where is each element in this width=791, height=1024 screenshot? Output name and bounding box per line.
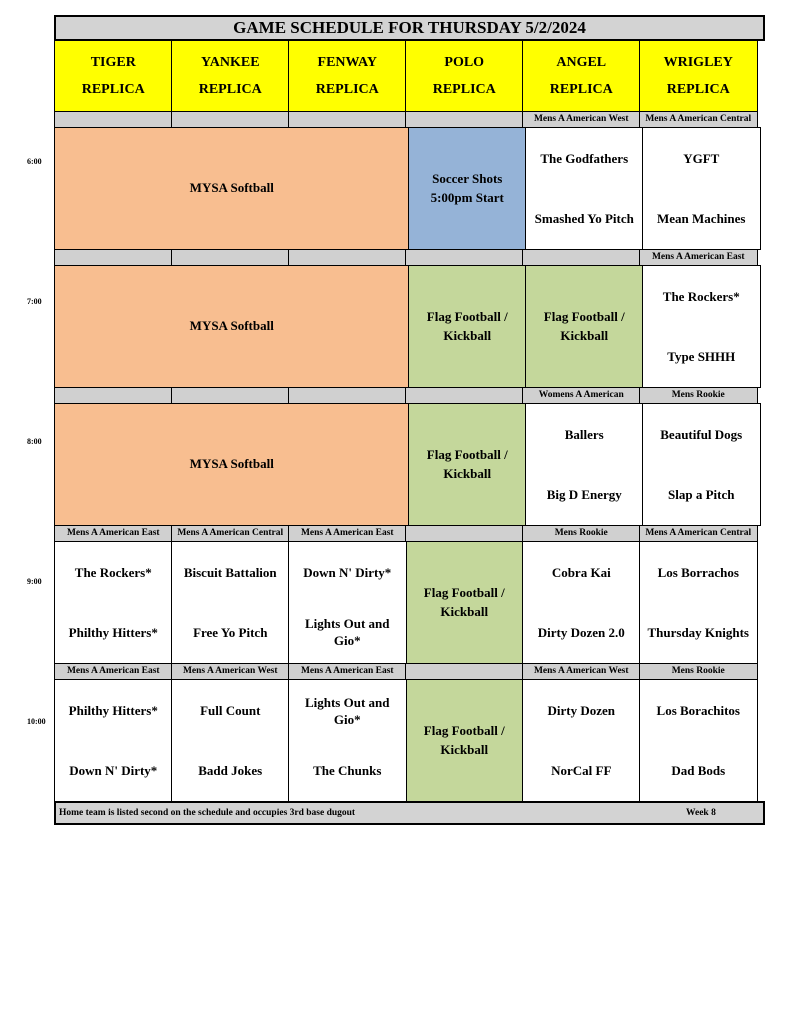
event-label: Flag Football / Kickball — [423, 585, 505, 620]
home-team: Slap a Pitch — [668, 487, 735, 502]
league-label: Mens A American East — [288, 663, 407, 681]
league-label: Mens A American Central — [171, 525, 290, 543]
home-team: Philthy Hitters* — [68, 625, 158, 640]
away-team: Philthy Hitters* — [68, 702, 158, 718]
field-header-yankee — [171, 40, 290, 113]
field-type: REPLICA — [315, 81, 379, 97]
field-header-wrigley — [639, 40, 758, 113]
league-label — [405, 663, 524, 681]
game-cell — [54, 679, 173, 803]
home-team: Big D Energy — [546, 487, 622, 502]
game-row — [54, 542, 765, 664]
home-team: Free Yo Pitch — [193, 625, 268, 640]
game-row — [54, 680, 765, 802]
event-label: MYSA Softball — [189, 318, 274, 334]
home-team: Type SHHH — [667, 349, 736, 364]
game-cell — [288, 541, 407, 665]
game-cell — [171, 679, 290, 803]
away-team: Lights Out and Gio* — [304, 694, 390, 727]
league-label: Mens A American East — [288, 525, 407, 543]
league-label: Mens Rookie — [639, 387, 758, 405]
field-header-tiger — [54, 40, 173, 113]
league-label: Mens A American Central — [639, 111, 758, 129]
game-row — [54, 128, 765, 250]
league-label — [171, 111, 290, 129]
schedule-table — [54, 15, 765, 825]
home-team: Down N' Dirty* — [69, 763, 158, 778]
league-label — [405, 111, 524, 129]
game-cell — [639, 541, 758, 665]
mysa-softball-block — [54, 403, 410, 527]
home-team: Dirty Dozen 2.0 — [537, 625, 625, 640]
away-team: Ballers — [564, 426, 604, 442]
schedule-title: GAME SCHEDULE FOR THURSDAY 5/2/2024 — [54, 15, 765, 41]
game-cell — [525, 127, 644, 251]
week-label: Week 8 — [686, 807, 716, 818]
field-name: ANGEL — [556, 54, 607, 70]
game-cell — [522, 541, 641, 665]
field-type: REPLICA — [549, 81, 613, 97]
league-label — [405, 387, 524, 405]
league-label — [522, 249, 641, 267]
flag-football-block — [405, 541, 524, 665]
game-cell — [642, 127, 761, 251]
game-row — [54, 404, 765, 526]
event-label: Flag Football / Kickball — [426, 309, 508, 344]
event-label: MYSA Softball — [189, 180, 274, 196]
league-label — [288, 111, 407, 129]
league-label — [405, 525, 524, 543]
away-team: Los Borachitos — [656, 702, 740, 718]
league-label — [405, 249, 524, 267]
league-label: Mens A American West — [171, 663, 290, 681]
home-team: Badd Jokes — [198, 763, 263, 778]
field-header-fenway — [288, 40, 407, 113]
league-label: Womens A American — [522, 387, 641, 405]
field-name: YANKEE — [200, 54, 260, 70]
field-type: REPLICA — [81, 81, 145, 97]
away-team: Los Borrachos — [657, 564, 739, 580]
away-team: Full Count — [200, 702, 261, 718]
game-cell — [642, 403, 761, 527]
game-row — [54, 266, 765, 388]
away-team: Cobra Kai — [551, 564, 611, 580]
home-team: Mean Machines — [657, 211, 746, 226]
league-label: Mens A American West — [522, 111, 641, 129]
event-label: MYSA Softball — [189, 456, 274, 472]
home-team: NorCal FF — [551, 763, 612, 778]
league-label — [288, 387, 407, 405]
time-label: 8:00 — [27, 437, 42, 446]
game-cell — [54, 541, 173, 665]
league-label: Mens Rookie — [522, 525, 641, 543]
field-header-polo — [405, 40, 524, 113]
time-label: 10:00 — [27, 717, 46, 726]
league-label — [171, 249, 290, 267]
league-label: Mens A American East — [54, 525, 173, 543]
home-team: Lights Out and Gio* — [304, 616, 390, 648]
field-name: FENWAY — [317, 54, 377, 70]
league-label: Mens A American East — [54, 663, 173, 681]
field-type: REPLICA — [198, 81, 262, 97]
flag-football-block — [408, 403, 527, 527]
away-team: Dirty Dozen — [547, 702, 615, 718]
league-label — [54, 387, 173, 405]
field-name: TIGER — [90, 54, 136, 70]
game-cell — [525, 403, 644, 527]
away-team: The Rockers* — [662, 288, 740, 304]
field-type: REPLICA — [432, 81, 496, 97]
field-type: REPLICA — [666, 81, 730, 97]
home-team-note: Home team is listed second on the schedule and occupies 3rd base dugout — [59, 807, 356, 818]
event-label: Flag Football / Kickball — [543, 309, 625, 344]
league-label: Mens A American Central — [639, 525, 758, 543]
game-cell — [642, 265, 761, 389]
event-label: Flag Football / Kickball — [423, 723, 505, 758]
league-label — [171, 387, 290, 405]
game-cell — [288, 679, 407, 803]
event-label: Flag Football / Kickball — [426, 447, 508, 482]
home-team: The Chunks — [313, 763, 382, 778]
footer-bar — [54, 801, 765, 825]
game-cell — [639, 679, 758, 803]
away-team: The Godfathers — [540, 150, 629, 166]
away-team: The Rockers* — [74, 564, 152, 580]
home-team: Thursday Knights — [647, 625, 749, 640]
time-label: 7:00 — [27, 297, 42, 306]
flag-football-block — [408, 265, 527, 389]
league-label — [54, 111, 173, 129]
field-name: WRIGLEY — [663, 54, 733, 70]
game-cell — [522, 679, 641, 803]
league-label: Mens A American West — [522, 663, 641, 681]
mysa-softball-block — [54, 127, 410, 251]
field-header-angel — [522, 40, 641, 113]
game-cell — [171, 541, 290, 665]
soccer-shots-block — [408, 127, 527, 251]
flag-football-block — [405, 679, 524, 803]
flag-football-block — [525, 265, 644, 389]
away-team: YGFT — [683, 150, 720, 166]
time-label: 6:00 — [27, 157, 42, 166]
field-name: POLO — [444, 54, 485, 70]
home-team: Dad Bods — [671, 763, 726, 778]
away-team: Biscuit Battalion — [183, 564, 277, 580]
league-label — [288, 249, 407, 267]
away-team: Down N' Dirty* — [303, 564, 392, 580]
mysa-softball-block — [54, 265, 410, 389]
away-team: Beautiful Dogs — [660, 426, 743, 442]
time-label: 9:00 — [27, 577, 42, 586]
home-team: Smashed Yo Pitch — [534, 211, 634, 226]
league-label — [54, 249, 173, 267]
league-label: Mens Rookie — [639, 663, 758, 681]
field-header-row — [54, 41, 765, 112]
league-label: Mens A American East — [639, 249, 758, 267]
event-label: Soccer Shots 5:00pm Start — [430, 171, 504, 206]
